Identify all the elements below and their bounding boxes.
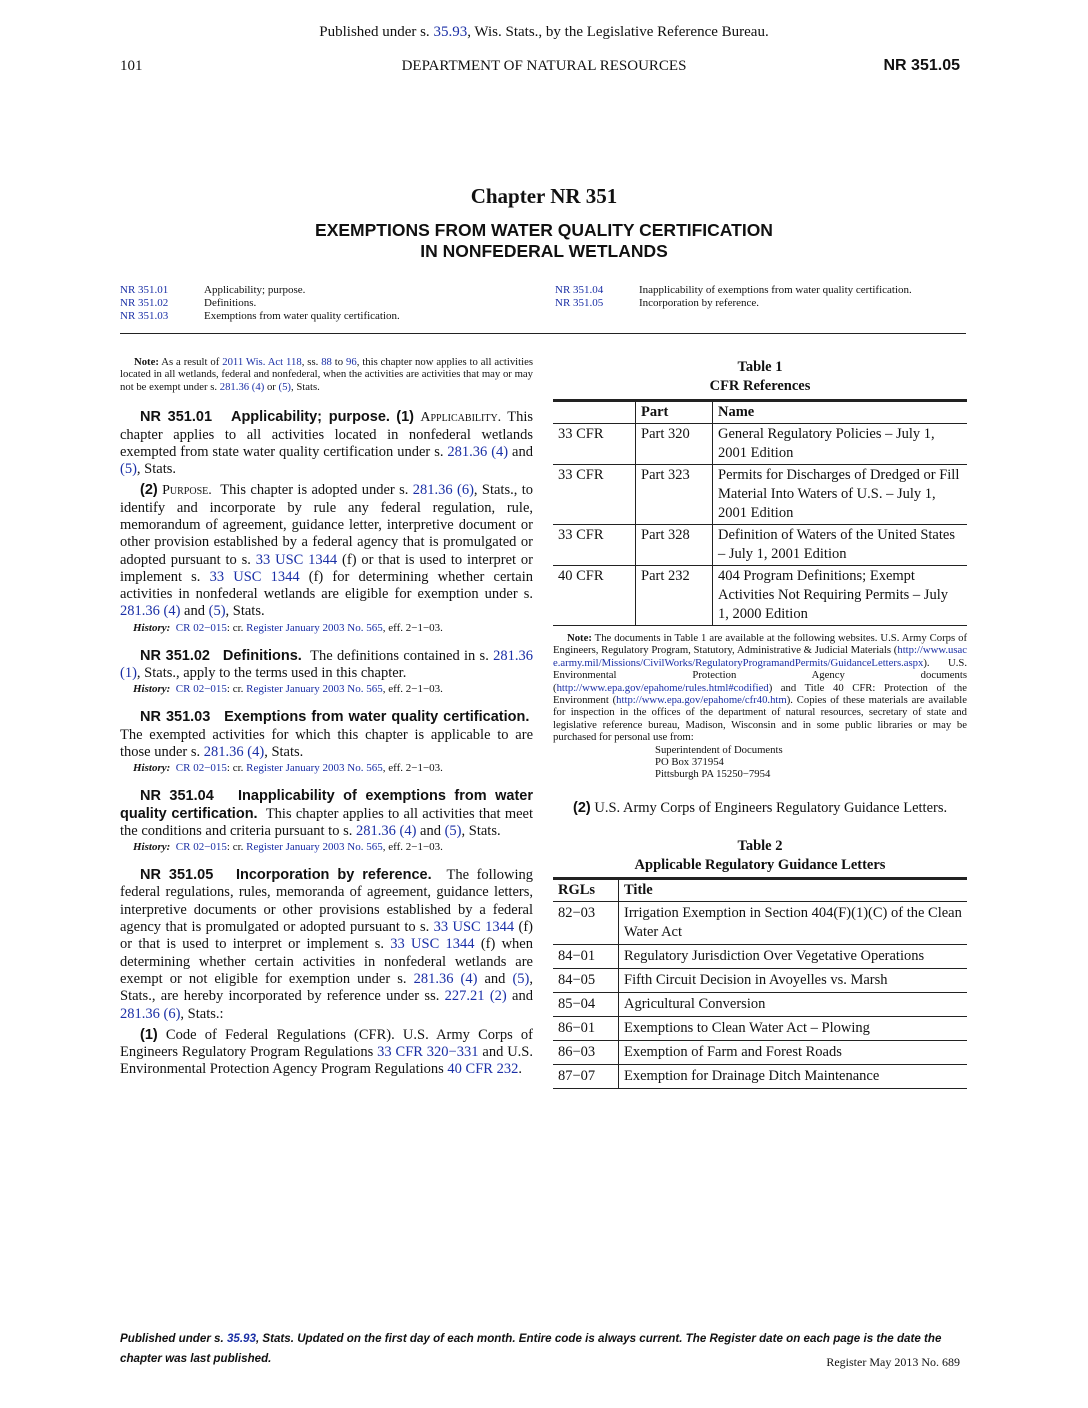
table-row: [553, 1065, 967, 1089]
body-text: and: [506, 988, 533, 1005]
subsection-number: (2): [573, 799, 591, 816]
address-line: PO Box 371954: [655, 756, 724, 769]
table-cell: Irrigation Exemption in Section 404(F)(1)(C) of the Clean Water Act: [619, 902, 968, 945]
section-number: NR 351.03: [140, 709, 211, 726]
table-row: [553, 566, 967, 626]
url-link[interactable]: http://www.epa.gov/epahome/cfr40.htm: [616, 694, 787, 707]
body-text: (f) for determining whether certain activities in nonfederal wetlands are eligible for exemption under s.: [120, 568, 533, 603]
table1-caption: [553, 358, 967, 396]
body-text: , Stats., to identify and incorporate by rule any federal regulation, rule, memorandum of agreement, guidance letter, interpretive document or other provision established by a federal agency that is promulgated or adopted pursuant to s.: [120, 482, 533, 568]
page-number: 101: [120, 58, 143, 74]
table-row: [553, 969, 967, 993]
toc-right: [555, 284, 912, 310]
department-name: DEPARTMENT OF NATURAL RESOURCES: [401, 58, 687, 74]
history-note: [133, 841, 533, 854]
table-cell: Fifth Circuit Decision in Avoyelles vs. Marsh: [619, 969, 968, 993]
section-title: Incorporation by reference.: [235, 867, 432, 884]
note-text: , Stats.: [290, 380, 320, 393]
table-row: [553, 945, 967, 969]
body-text: , Stats.: [136, 461, 176, 478]
statute-link[interactable]: (5): [208, 603, 226, 620]
subsection-number: (1): [396, 409, 415, 426]
history-text: : cr.: [226, 683, 247, 696]
note-text: ). Copies of these materials are available for inspection in the offices of the department of natural resources, secretary of state and legislative reference bureau, Madison, Wisconsin and in some public libraries or may be purchased for personal use from:: [553, 694, 967, 744]
subsection-number: (2): [140, 482, 158, 499]
table-cell: 86−03: [553, 1041, 619, 1065]
section-title: Exemptions from water quality certification.: [224, 709, 530, 726]
history-text: , eff. 2−1−03.: [382, 683, 443, 696]
statute-link[interactable]: 281.36 (4): [413, 970, 478, 987]
table-header-row: [553, 401, 967, 424]
history-text: : cr.: [226, 762, 247, 775]
body-text: , Stats.:: [180, 1005, 224, 1022]
body-text: , Stats.: [264, 743, 304, 760]
body-text: U.S. Army Corps of Engineers Regulatory Guidance Letters.: [590, 799, 948, 816]
history-text: , eff. 2−1−03.: [382, 841, 443, 854]
note-label: Note:: [567, 632, 592, 644]
table-cell: Part 328: [636, 525, 713, 566]
toc-entry: [120, 297, 400, 310]
register-link[interactable]: Register January 2003 No. 565: [246, 621, 383, 634]
table-cell: Part 232: [636, 566, 713, 626]
section-number: NR 351.05: [140, 867, 214, 884]
table-row: [553, 993, 967, 1017]
table1-title: CFR References: [709, 378, 811, 394]
chapter-title: Chapter NR 351: [470, 184, 618, 208]
body-text: The exempted activities for which this chapter is applicable to are those under s.: [120, 726, 533, 760]
table-cell: 82−03: [553, 902, 619, 945]
toc-left: [120, 284, 400, 323]
note-text: to: [331, 356, 347, 368]
body-text: and: [477, 970, 513, 987]
statute-link[interactable]: 281.36 (4): [219, 380, 265, 393]
history-label: History:: [133, 621, 171, 634]
body-text: , Stats., are hereby incorporated by reference under ss.: [120, 970, 534, 1005]
cr-link[interactable]: CR 02−015: [175, 621, 227, 634]
history-note: [133, 622, 533, 635]
statute-link[interactable]: (5): [278, 380, 291, 393]
usc-link[interactable]: 33 USC 1344: [255, 551, 338, 568]
toc-entry: [120, 284, 400, 297]
statute-link[interactable]: 281.36 (4): [447, 443, 509, 460]
note-text: , this chapter now applies to all activities located in all wetlands, federal and nonfederal, when the activities are activities that may or may not be exempt under s.: [120, 356, 533, 393]
section-link[interactable]: 88: [321, 356, 332, 368]
subsection-guidance-letters: [553, 800, 967, 817]
body-text: This chapter applies to all activities located in nonfederal wetlands exempted from state water quality certification under s.: [120, 409, 534, 460]
table-header: Name: [713, 401, 968, 424]
table-cell: 84−05: [553, 969, 619, 993]
footer-text: , Stats. Updated on the first day of each month. Entire code is always current. The Register date on each page is the date the chapter was last published.: [120, 1332, 942, 1365]
section-351-02: [120, 648, 533, 683]
statute-link[interactable]: (5): [512, 970, 530, 987]
subsection-cfr: [120, 1027, 533, 1079]
table-cell: 33 CFR: [553, 525, 636, 566]
note-label: Note:: [134, 356, 159, 368]
table-cell: Part 320: [636, 424, 713, 465]
history-note: [133, 683, 533, 696]
published-text: Published under s.: [319, 24, 434, 40]
table-cell: 87−07: [553, 1065, 619, 1089]
address-line: Superintendent of Documents: [655, 743, 783, 756]
table-cell: Exemption for Drainage Ditch Maintenance: [624, 1068, 880, 1085]
statute-link[interactable]: 281.36 (1): [120, 647, 533, 682]
body-text: The definitions contained in s.: [310, 647, 494, 664]
body-text: and: [508, 443, 533, 460]
toc-link[interactable]: NR 351.04: [555, 284, 604, 296]
section-title: Definitions.: [222, 647, 302, 664]
table-row: [553, 424, 967, 465]
history-label: History:: [133, 683, 171, 696]
toc-entry: [120, 310, 400, 323]
note-text: ) and Title 40 CFR: Protection of the Environment (: [553, 681, 967, 707]
statute-link[interactable]: 281.36 (6): [120, 1005, 181, 1022]
statute-link[interactable]: (5): [444, 822, 462, 839]
body-text: , Stats., apply to the terms used in this chapter.: [136, 665, 407, 682]
url-link[interactable]: http://www.epa.gov/epahome/rules.html#codified: [556, 681, 769, 694]
section-title: Applicability; purpose.: [230, 409, 390, 426]
body-text: (f) or that is used to interpret or implement s.: [120, 919, 533, 953]
section-351-04: [120, 788, 533, 840]
note-text: The documents in Table 1 are available at the following websites. U.S. Army Corps of Engineers, Regulatory Program, Statutory, Administrative & Judicial Materials (: [553, 632, 967, 657]
history-note: [133, 762, 533, 775]
table-header: RGLs: [553, 879, 619, 902]
usc-link[interactable]: 33 USC 1344: [390, 936, 475, 953]
history-text: : cr.: [226, 621, 247, 634]
statute-link[interactable]: (5): [120, 461, 137, 478]
statute-link[interactable]: 281.36 (4): [355, 822, 417, 839]
toc-title: Incorporation by reference.: [639, 297, 760, 309]
toc-link[interactable]: NR 351.02: [120, 297, 169, 309]
toc-link[interactable]: NR 351.05: [555, 297, 604, 309]
statute-link[interactable]: 35.93: [226, 1332, 256, 1345]
table-cell: 404 Program Definitions; Exempt Activities Not Requiring Permits – July 1, 2000 Edition: [718, 568, 948, 622]
statute-link[interactable]: 35.93: [433, 24, 468, 40]
cr-link[interactable]: CR 02−015: [175, 841, 227, 854]
statute-link[interactable]: 281.36 (4): [120, 603, 181, 620]
usc-link[interactable]: 33 USC 1344: [209, 568, 300, 585]
body-text: Code of Federal Regulations (CFR). U.S. Army Corps of Engineers Regulatory Program Regulations: [120, 1026, 533, 1061]
history-label: History:: [133, 762, 171, 775]
mailing-address: [655, 744, 967, 781]
section-link[interactable]: 96: [346, 356, 357, 368]
body-text: (f) when determining whether certain activities in nonfederal wetlands are exempt or not eligible for exemption under s.: [120, 936, 533, 987]
statute-link[interactable]: 227.21 (2): [444, 988, 507, 1005]
subsection-number: (1): [140, 1026, 158, 1043]
cfr-references-table: [553, 399, 967, 626]
table-row: [553, 902, 967, 945]
chapter-heading: [0, 220, 1088, 262]
body-text: This chapter applies to all activities that meet the conditions and criteria pursuant to s.: [120, 805, 533, 839]
table2-caption: [553, 837, 967, 875]
toc-title: Inapplicability of exemptions from water quality certification.: [639, 284, 912, 296]
section-351-03: [120, 709, 533, 761]
table-cell: 85−04: [553, 993, 619, 1017]
toc-title: Definitions.: [204, 297, 257, 309]
note-text: As a result of: [158, 356, 223, 368]
body-text: , Stats.: [461, 822, 501, 839]
table-header-row: [553, 879, 967, 902]
note-text: ). U.S. Environmental Protection Agency documents (: [553, 656, 967, 694]
history-label: History:: [133, 841, 171, 854]
section-number: NR 351.04: [140, 788, 214, 805]
cr-link[interactable]: CR 02−015: [175, 683, 227, 696]
table-cell: Regulatory Jurisdiction Over Vegetative Operations: [619, 945, 968, 969]
toc-entry: [555, 284, 912, 297]
body-text: The following federal regulations, rules, memoranda of agreement, guidance letters, interpretive documents or other provisions established by a federal agency that is promulgated or adopted pursuant to s.: [120, 867, 533, 936]
cr-link[interactable]: CR 02−015: [175, 762, 227, 775]
toc-divider: [120, 333, 966, 334]
act-link[interactable]: 2011 Wis. Act 118: [222, 356, 302, 368]
chapter-code: NR 351.05: [883, 57, 960, 74]
table-row: [553, 465, 967, 525]
left-column: [120, 356, 533, 1079]
subsection-label: Applicability.: [420, 410, 502, 426]
subsection-purpose: [120, 482, 533, 620]
table-row: [553, 1017, 967, 1041]
subsection-label: Purpose.: [162, 483, 212, 499]
heading-line-2: IN NONFEDERAL WETLANDS: [420, 241, 668, 261]
register-link[interactable]: Register January 2003 No. 565: [246, 841, 383, 854]
address-line: Pittsburgh PA 15250−7954: [655, 768, 771, 781]
toc-title: Applicability; purpose.: [204, 284, 306, 296]
note-documents: [553, 632, 967, 744]
statute-link[interactable]: 281.36 (4): [203, 743, 265, 760]
published-text-end: , Wis. Stats., by the Legislative Reference Bureau.: [467, 24, 769, 40]
body-text: This chapter is adopted under s.: [220, 482, 413, 499]
footer-text: Published under s.: [120, 1332, 227, 1345]
register-link[interactable]: Register January 2003 No. 565: [246, 762, 383, 775]
table-cell: 86−01: [553, 1017, 619, 1041]
table-cell: Permits for Discharges of Dredged or Fill Material Into Waters of U.S. – July 1, 2001 Edition: [713, 465, 968, 525]
url-link[interactable]: http://www.usace.army.mil/Missions/CivilWorks/RegulatoryProgramandPermits/GuidanceLetters.aspx: [553, 644, 967, 669]
table-cell: Agricultural Conversion: [619, 993, 968, 1017]
usc-link[interactable]: 33 USC 1344: [433, 919, 515, 936]
table-cell: Exemptions to Clean Water Act – Plowing: [619, 1017, 968, 1041]
heading-line-1: EXEMPTIONS FROM WATER QUALITY CERTIFICATION: [315, 220, 773, 240]
table-cell: Definition of Waters of the United States – July 1, 2001 Edition: [713, 525, 968, 566]
right-column: [553, 356, 967, 1089]
section-number: NR 351.01: [140, 409, 213, 426]
toc-link[interactable]: NR 351.03: [120, 310, 169, 322]
section-number: NR 351.02: [140, 647, 210, 664]
table-header: Part: [636, 401, 713, 424]
table-cell: 33 CFR: [553, 424, 636, 465]
register-date: Register May 2013 No. 689: [826, 1355, 960, 1369]
table-cell: 40 CFR: [553, 566, 636, 626]
table-cell: Exemption of Farm and Forest Roads: [619, 1041, 968, 1065]
table-cell: 33 CFR: [553, 465, 636, 525]
note-text: or: [264, 380, 279, 393]
table2-number: Table 2: [737, 838, 783, 855]
toc-title: Exemptions from water quality certification.: [204, 310, 400, 322]
cfr-link[interactable]: 33 CFR 320−331: [377, 1044, 479, 1061]
table-cell: Part 323: [636, 465, 713, 525]
table-header: Title: [619, 879, 968, 902]
table2-title: Applicable Regulatory Guidance Letters: [634, 857, 886, 874]
history-text: , eff. 2−1−03.: [382, 762, 443, 775]
section-351-01: [120, 409, 533, 478]
body-text: and: [180, 603, 209, 620]
toc-link[interactable]: NR 351.01: [120, 284, 169, 296]
register-link[interactable]: Register January 2003 No. 565: [246, 683, 383, 696]
toc-entry: [555, 297, 912, 310]
statute-link[interactable]: 281.36 (6): [412, 482, 474, 499]
table-header: [553, 401, 636, 424]
body-text: and: [416, 822, 445, 839]
history-text: : cr.: [226, 841, 247, 854]
body-text: .: [518, 1061, 522, 1078]
cfr-link[interactable]: 40 CFR 232: [447, 1061, 519, 1078]
section-351-05: [120, 867, 533, 1023]
table1-number: Table 1: [737, 359, 783, 375]
table-row: [553, 1041, 967, 1065]
note-act-118: [120, 356, 533, 393]
body-text: and U.S. Environmental Protection Agency Program Regulations: [120, 1044, 533, 1078]
table-cell: General Regulatory Policies – July 1, 2001 Edition: [713, 424, 968, 465]
body-text: , Stats.: [225, 603, 265, 620]
history-text: , eff. 2−1−03.: [382, 621, 443, 634]
section-title: Inapplicability of exemptions from water quality certification.: [120, 788, 533, 822]
table-cell: 84−01: [553, 945, 619, 969]
body-text: (f) or that is used to interpret or implement s.: [120, 551, 533, 585]
published-notice: [0, 24, 1088, 41]
table-row: [553, 525, 967, 566]
note-text: , ss.: [301, 356, 322, 368]
guidance-letters-table: [553, 877, 967, 1089]
